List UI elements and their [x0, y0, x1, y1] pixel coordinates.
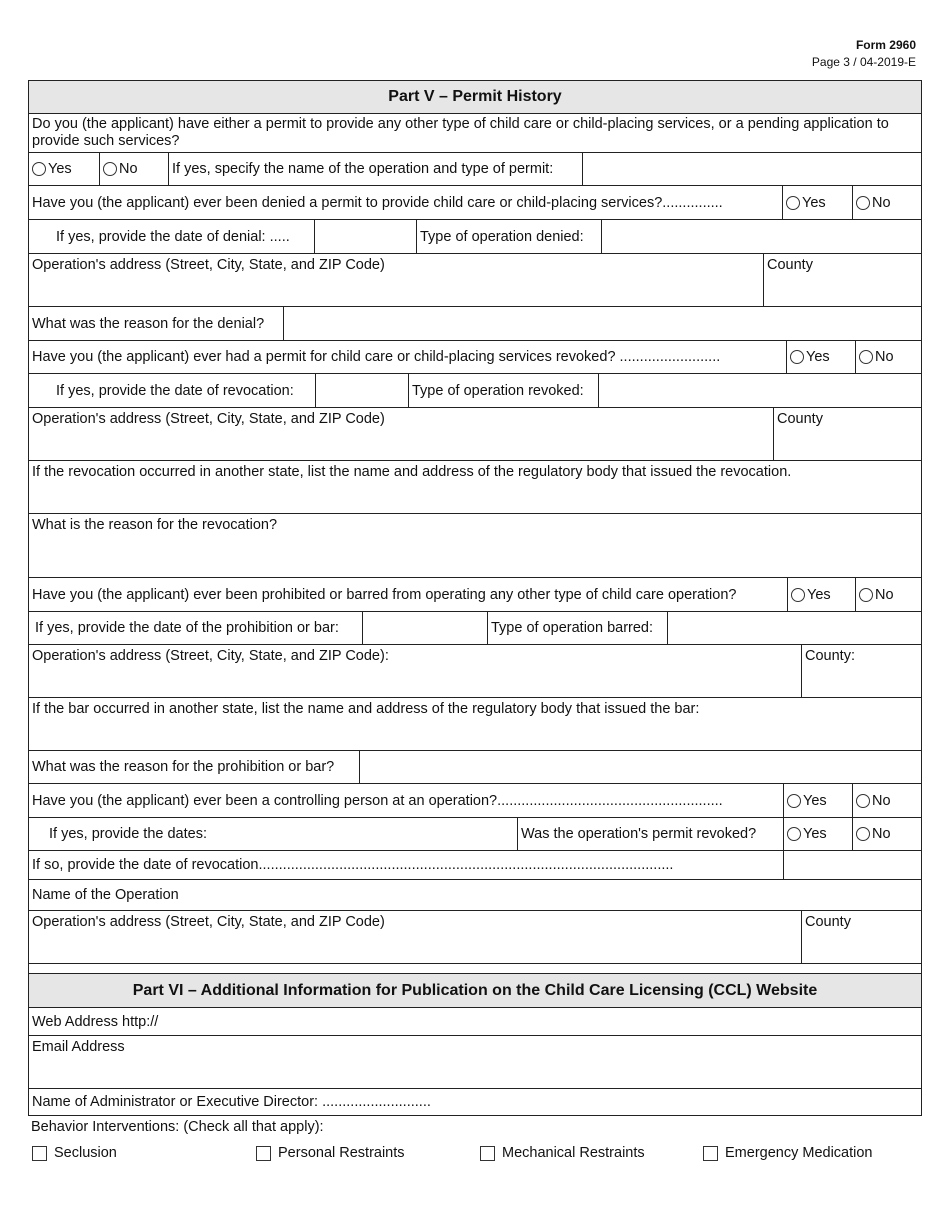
option-mechanical-restraints[interactable] — [480, 1145, 645, 1161]
q5-revoked-yes-label: Yes — [803, 826, 827, 842]
q4-address-row — [29, 645, 921, 698]
q5-yes-option[interactable] — [783, 784, 852, 817]
q3-reason-row[interactable] — [29, 514, 921, 578]
email-address-label: Email Address — [32, 1039, 125, 1055]
q2-no-radio[interactable] — [856, 196, 870, 210]
part5-title: Part V – Permit History — [29, 81, 921, 113]
q5-date-rev-label: If so, provide the date of revocation....................................................................................................... — [32, 857, 674, 873]
q4-yes-label: Yes — [807, 586, 831, 603]
q4-no-option[interactable] — [855, 578, 921, 611]
option-seclusion[interactable] — [32, 1145, 117, 1161]
q3-address-field[interactable] — [29, 408, 773, 460]
q1-question: Do you (the applicant) have either a permit to provide any other type of child care or child-placing services, or a pending application to provide such services? — [32, 116, 889, 149]
q3-yes-option[interactable] — [786, 341, 855, 373]
q2-type-field[interactable] — [601, 220, 921, 253]
part6-title-row — [29, 974, 921, 1008]
page-number: Page 3 / 04-2019-E — [811, 55, 916, 69]
q5-revoked-no-radio[interactable] — [856, 827, 870, 841]
q4-question: Have you (the applicant) ever been prohibited or barred from operating any other type of child care operation? — [32, 586, 737, 603]
q5-date-rev-row — [29, 851, 921, 880]
q2-type-label: Type of operation denied: — [416, 220, 601, 253]
q3-no-option[interactable] — [855, 341, 921, 373]
q4-reason-field[interactable] — [359, 751, 921, 783]
q2-no-option[interactable] — [852, 186, 921, 219]
q2-date-label: If yes, provide the date of denial: ..... — [56, 228, 290, 245]
q4-no-label: No — [875, 586, 894, 603]
q5-row — [29, 784, 921, 818]
q5-date-rev-field[interactable] — [783, 851, 921, 879]
q3-reason-label: What is the reason for the revocation? — [32, 517, 278, 533]
q2-no-label: No — [872, 194, 891, 211]
q3-date-row — [29, 374, 921, 408]
form-number: Form 2960 — [855, 38, 916, 52]
q3-address-row — [29, 408, 921, 461]
q1-row — [29, 114, 921, 153]
q5-name-row[interactable] — [29, 880, 921, 911]
q2-question: Have you (the applicant) ever been denied a permit to provide child care or child-placing services?............... — [32, 194, 723, 211]
q3-question: Have you (the applicant) ever had a permit for child care or child-placing services revoked? ......................... — [32, 349, 721, 365]
q2-county-label: County — [767, 257, 813, 273]
personal-restraints-checkbox[interactable] — [256, 1146, 271, 1161]
q5-dates-label: If yes, provide the dates: — [49, 826, 207, 842]
q5-address-row — [29, 911, 921, 964]
emergency-medication-label: Emergency Medication — [725, 1145, 873, 1161]
q2-reason-label: What was the reason for the denial? — [32, 315, 265, 332]
q1-yes-option[interactable] — [29, 153, 99, 185]
seclusion-label: Seclusion — [54, 1145, 117, 1161]
part6-title: Part VI – Additional Information for Publication on the Child Care Licensing (CCL) Website — [29, 974, 921, 1007]
web-address-label: Web Address http:// — [32, 1013, 159, 1030]
q5-no-option[interactable] — [852, 784, 921, 817]
q2-reason-field[interactable] — [283, 307, 921, 340]
mechanical-restraints-checkbox[interactable] — [480, 1146, 495, 1161]
q4-row — [29, 578, 921, 612]
q2-address-field[interactable] — [29, 254, 763, 306]
q5-yes-label: Yes — [803, 792, 827, 809]
q4-yes-option[interactable] — [787, 578, 855, 611]
q3-date-label: If yes, provide the date of revocation: — [56, 382, 294, 399]
q3-type-field[interactable] — [598, 374, 921, 407]
q2-yes-label: Yes — [802, 194, 826, 211]
q5-revoked-yes-option[interactable] — [783, 818, 852, 850]
q5-address-field[interactable] — [29, 911, 801, 963]
email-address-row[interactable] — [29, 1036, 921, 1089]
q5-county-field[interactable] — [801, 911, 921, 963]
q2-row — [29, 186, 921, 220]
q4-address-label: Operation's address (Street, City, State, and ZIP Code): — [32, 648, 389, 664]
seclusion-checkbox[interactable] — [32, 1146, 47, 1161]
q3-county-field[interactable] — [773, 408, 921, 460]
web-address-row[interactable] — [29, 1008, 921, 1036]
q5-question: Have you (the applicant) ever been a controlling person at an operation?........................................................ — [32, 792, 723, 809]
q5-yes-radio[interactable] — [787, 794, 801, 808]
q2-yes-option[interactable] — [782, 186, 852, 219]
q1-no-radio[interactable] — [103, 162, 117, 176]
q3-other-state-label: If the revocation occurred in another state, list the name and address of the regulatory body that issued the revocation. — [32, 464, 792, 480]
q1-answer-row — [29, 153, 921, 186]
q5-dates-row — [29, 818, 921, 851]
q4-date-label: If yes, provide the date of the prohibition or bar: — [35, 620, 339, 636]
q4-county-label: County: — [805, 648, 855, 664]
q3-row — [29, 341, 921, 374]
q2-date-row — [29, 220, 921, 254]
q2-reason-row — [29, 307, 921, 341]
q5-no-radio[interactable] — [856, 794, 870, 808]
q5-revoked-yes-radio[interactable] — [787, 827, 801, 841]
q1-no-label: No — [119, 161, 138, 177]
q3-no-radio[interactable] — [859, 350, 873, 364]
option-personal-restraints[interactable] — [256, 1145, 405, 1161]
q4-other-state-label: If the bar occurred in another state, list the name and address of the regulatory body that issued the bar: — [32, 701, 700, 717]
section-divider — [29, 964, 921, 974]
q5-revoked-label: Was the operation's permit revoked? — [517, 818, 783, 850]
q2-address-row — [29, 254, 921, 307]
q1-no-option[interactable] — [99, 153, 168, 185]
q3-county-label: County — [777, 411, 823, 427]
permit-history-table — [28, 80, 922, 1116]
administrator-label: Name of Administrator or Executive Director: ........................... — [32, 1094, 431, 1110]
q5-revoked-no-option[interactable] — [852, 818, 921, 850]
q4-date-field[interactable] — [362, 612, 487, 644]
q2-county-field[interactable] — [763, 254, 921, 306]
q4-other-state-row[interactable] — [29, 698, 921, 751]
q4-yes-radio[interactable] — [791, 588, 805, 602]
q5-no-label: No — [872, 792, 891, 809]
q3-date-field[interactable] — [315, 374, 408, 407]
part5-title-row — [29, 81, 921, 114]
q4-date-row — [29, 612, 921, 645]
q5-county-label: County — [805, 914, 851, 930]
q1-yes-radio[interactable] — [32, 162, 46, 176]
behavior-options — [0, 1145, 950, 1167]
q4-county-field[interactable] — [801, 645, 921, 697]
q2-date-field[interactable] — [314, 220, 416, 253]
q4-no-radio[interactable] — [859, 588, 873, 602]
q5-revoked-no-label: No — [872, 826, 891, 842]
mechanical-restraints-label: Mechanical Restraints — [502, 1145, 645, 1161]
q3-no-label: No — [875, 349, 894, 365]
q1-specify-label: If yes, specify the name of the operation and type of permit: — [168, 153, 582, 185]
q3-yes-radio[interactable] — [790, 350, 804, 364]
q1-yes-label: Yes — [48, 161, 72, 177]
q4-type-label: Type of operation barred: — [487, 612, 667, 644]
q4-type-field[interactable] — [667, 612, 921, 644]
q3-other-state-row[interactable] — [29, 461, 921, 514]
q3-type-label: Type of operation revoked: — [408, 374, 598, 407]
q2-address-label: Operation's address (Street, City, State, and ZIP Code) — [32, 257, 385, 273]
q4-reason-row — [29, 751, 921, 784]
option-emergency-medication[interactable] — [703, 1145, 873, 1161]
personal-restraints-label: Personal Restraints — [278, 1145, 405, 1161]
emergency-medication-checkbox[interactable] — [703, 1146, 718, 1161]
q5-address-label: Operation's address (Street, City, State, and ZIP Code) — [32, 914, 385, 930]
q2-yes-radio[interactable] — [786, 196, 800, 210]
q5-name-label: Name of the Operation — [32, 887, 179, 903]
q1-specify-field[interactable] — [582, 153, 921, 185]
q3-address-label: Operation's address (Street, City, State, and ZIP Code) — [32, 411, 385, 427]
q3-yes-label: Yes — [806, 349, 830, 365]
administrator-row[interactable] — [29, 1089, 921, 1115]
q4-reason-label: What was the reason for the prohibition or bar? — [32, 759, 335, 775]
behavior-interventions-label: Behavior Interventions: (Check all that apply): — [31, 1119, 324, 1135]
q4-address-field[interactable] — [29, 645, 801, 697]
